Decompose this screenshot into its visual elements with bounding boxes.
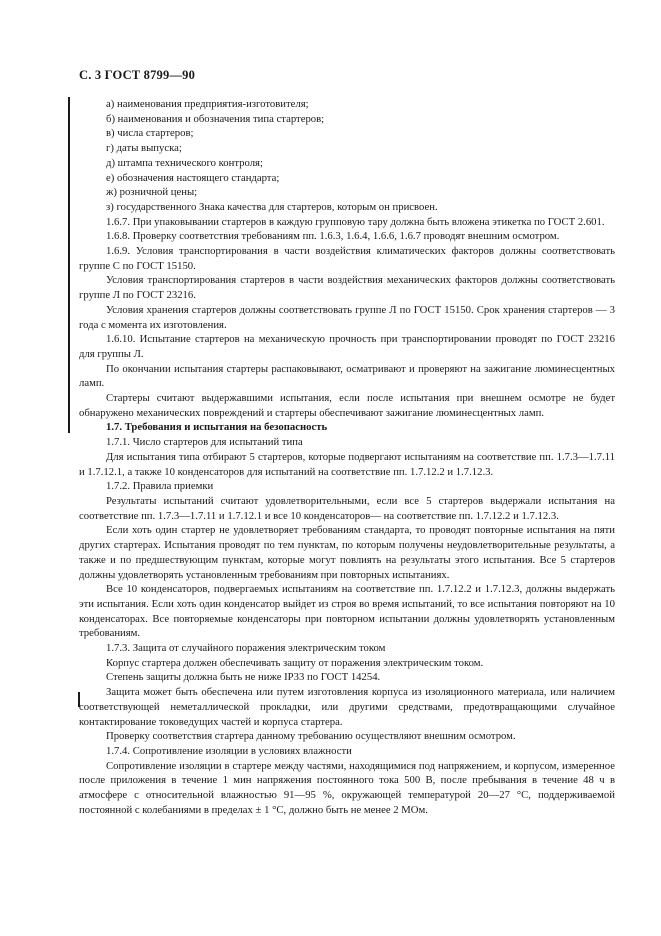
paragraph-1-6-10: 1.6.10. Испытание стартеров на механическую прочность при транспортировании проводят по ГОСТ 23216 для группы Л.: [79, 333, 615, 360]
section-heading-1-7: 1.7. Требования и испытания на безопасность: [106, 421, 328, 434]
paragraph: Проверку соответствия стартера данному требованию осуществляют внешним осмотром.: [106, 730, 516, 743]
paragraph: Стартеры считают выдержавшими испытания, если после испытания при внешнем осмотре не будет обнаружено механических повреждений и стартеры обеспечивают зажигание люминесцентных ламп.: [79, 392, 615, 419]
list-item: г) даты выпуска;: [106, 142, 182, 155]
list-item: з) государственного Знака качества для стартеров, которым он присвоен.: [106, 200, 438, 213]
paragraph: Для испытания типа отбирают 5 стартеров, которые подвергают испытаниям на соответствие пп. 1.7.3—1.7.11 и 1.7.12.1, а также 10 конденсаторов для испытаний на соответствие пп. 1.7.12.2 и 1.7.12.3.: [79, 450, 615, 478]
paragraph: Если хоть один стартер не удовлетворяет требованиям стандарта, то проводят повторные испытания на пяти других стартерах. Испытания проводят по тем пунктам, по которым получены неудовлетворительные результаты, а также и по предшествующим пунктам, которые могут повлиять на результаты этого испытания. Все 5 стартеров должны удовлетворять установленным требованиям при повторных испытаниях.: [79, 524, 615, 581]
revision-bar-top: [68, 97, 70, 433]
list-item: в) числа стартеров;: [106, 127, 194, 140]
page-header: С. 3 ГОСТ 8799—90: [79, 68, 196, 82]
paragraph: Условия хранения стартеров должны соответствовать группе Л по ГОСТ 15150. Срок хранения стартеров — 3 года с момента их изготовления.: [79, 303, 615, 331]
list-item: д) штампа технического контроля;: [106, 156, 263, 169]
subsection-heading-1-7-4: 1.7.4. Сопротивление изоляции в условиях влажности: [106, 744, 352, 757]
subsection-heading-1-7-1: 1.7.1. Число стартеров для испытаний типа: [106, 436, 303, 449]
paragraph: Защита может быть обеспечена или путем изготовления корпуса из изоляционного материала, или наличием соответствующей неметаллической прокладки, или другими средствами, предотвращающими случайное контактирование токоведущих частей и корпуса стартера.: [79, 686, 615, 728]
list-item: е) обозначения настоящего стандарта;: [106, 171, 280, 184]
list-item: б) наименования и обозначения типа стартеров;: [106, 112, 325, 125]
paragraph: Сопротивление изоляции в стартере между частями, находящимися под напряжением, и корпусом, измеренное после приложения в течение 1 мин напряжения постоянного тока 500 В, после пребывания в течение 48 ч в атмосфере с относительной влажностью 91—95 %, окружающей температурой 20—27 °С, поддерживаемой постоянной с колебаниями в пределах ± 1 °С, должно быть не менее 2 МОм.: [79, 759, 615, 816]
list-item: ж) розничной цены;: [106, 186, 198, 199]
paragraph: По окончании испытания стартеры распаковывают, осматривают и проверяют на зажигание люминесцентных ламп.: [79, 362, 615, 390]
list-item: а) наименования предприятия-изготовителя;: [106, 98, 309, 110]
document-body: [79, 97, 615, 817]
subsection-heading-1-7-2: 1.7.2. Правила приемки: [106, 480, 214, 493]
paragraph: Условия транспортирования стартеров в части воздействия механических факторов должны соответствовать группе Л по ГОСТ 23216.: [79, 274, 615, 302]
paragraph: Все 10 конденсаторов, подвергаемых испытаниям на соответствие пп. 1.7.12.2 и 1.7.12.3, должны выдержать эти испытания. Если хоть один конденсатор выйдет из строя во время испытаний, то все испытания повторяют на 10 конденсаторах. Все повторяемые конденсаторы при повторном испытании должны удовлетворять установленным требованиям.: [79, 583, 615, 640]
paragraph: Корпус стартера должен обеспечивать защиту от поражения электрическим током.: [106, 656, 484, 669]
paragraph-1-6-7: 1.6.7. При упаковывании стартеров в каждую групповую тару должна быть вложена этикетка по ГОСТ 2.601.: [106, 215, 605, 228]
paragraph-1-6-9: 1.6.9. Условия транспортирования в части воздействия климатических факторов должны соответствовать группе С по ГОСТ 15150.: [79, 245, 615, 272]
subsection-heading-1-7-3: 1.7.3. Защита от случайного поражения электрическим током: [106, 642, 386, 655]
paragraph-1-6-8: 1.6.8. Проверку соответствия требованиям пп. 1.6.3, 1.6.4, 1.6.6, 1.6.7 проводят внешним осмотром.: [106, 230, 560, 243]
paragraph: Степень защиты должна быть не ниже IP33 по ГОСТ 14254.: [106, 671, 381, 684]
paragraph: Результаты испытаний считают удовлетворительными, если все 5 стартеров выдержали испытания на соответствие пп. 1.7.3—1.7.11 и 1.7.12.1 и все 10 конденсаторов— на соответствие пп. 1.7.12.2 и 1.7.12.3.: [79, 494, 615, 522]
